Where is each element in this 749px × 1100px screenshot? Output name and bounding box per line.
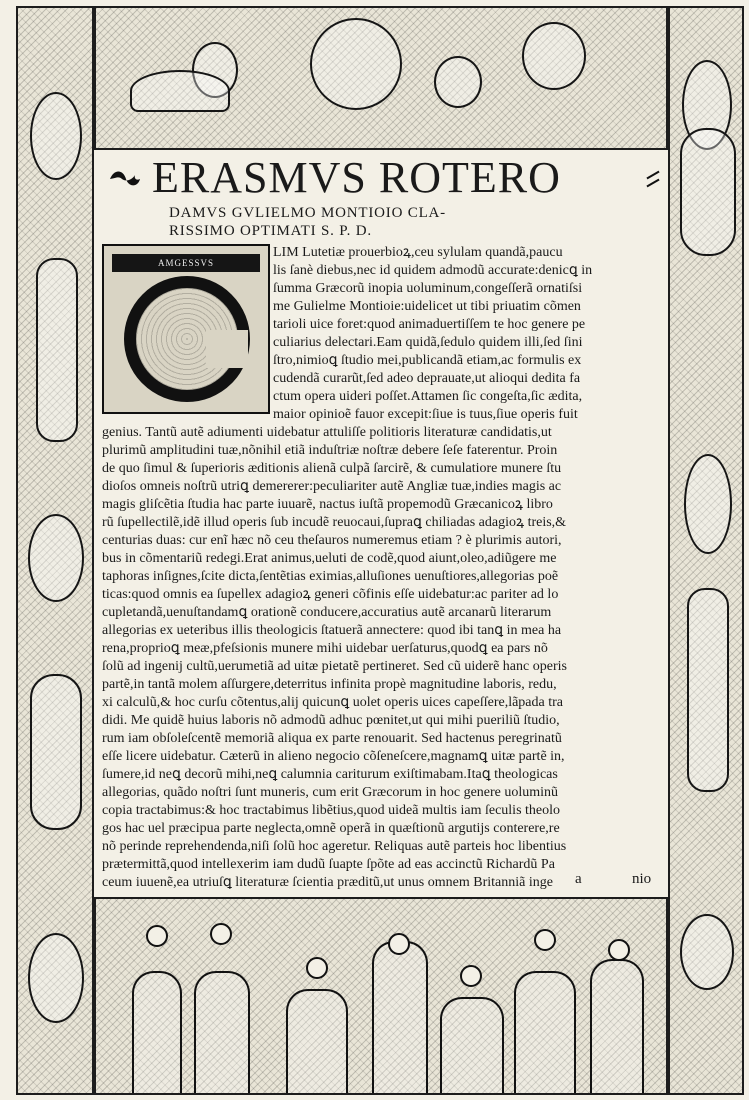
text-line: lis ſanè diebus,nec id quidem admodũ accurate:denicꝗ in bbox=[273, 263, 593, 278]
text-line: dioſos omneis noſtrũ utriꝗ demererer:peculiariter autẽ Angliæ tuæ,indies magis ac bbox=[102, 479, 562, 494]
text-line: gos hac uel præcipua parte neglecta,omnẽ operã in quæſtionũ argutijs conterere,re bbox=[102, 821, 560, 836]
cherub-icon bbox=[434, 56, 482, 108]
text-line: rena,proprioꝗ meæ,pfeſsionis munere mihi uidebar uerſaturus,quodꝗ ea pars nõ bbox=[102, 641, 548, 656]
text-line: ceum iuuenẽ,ea utriuſꝗ literaturæ ſcientia præditũ,ut unus omnem Britanniã inge bbox=[102, 875, 553, 890]
text-line: me Gulielme Montioie:uidelicet ut tibi priuatim cõmen bbox=[273, 299, 581, 314]
decorative-right-border bbox=[668, 6, 744, 1095]
subtitle-block bbox=[169, 204, 639, 240]
document-title: ERASMVS ROTERO bbox=[152, 153, 561, 202]
text-line: ctum opera uideri poſſet.Attamen ſic congeſta,ſic ædita, bbox=[273, 389, 583, 404]
text-line: culiarius delectari.Eam quidã,ſedulo quidem illi,ſed ſini bbox=[273, 335, 583, 350]
column-ornament-icon bbox=[30, 674, 82, 830]
text-line: centurias duas: cur enĩ hæc nõ ceu theſauros numeremus etiam ? è plurimis autori, bbox=[102, 533, 562, 548]
initial-label: AMGESSVS bbox=[112, 254, 260, 272]
text-line: copia tractabimus:& hoc tractabimus libẽtius,quod uideã multis iam ſeculis theolo bbox=[102, 803, 561, 818]
reading-figure-icon bbox=[440, 997, 504, 1093]
text-line: cudendã curarũt,ſed adeo deprauate,ut alioqui dedita fa bbox=[273, 371, 581, 386]
trophy-ornament-icon bbox=[36, 258, 78, 442]
cherub-icon bbox=[30, 92, 82, 180]
decorative-top-border bbox=[94, 6, 668, 150]
dragon-ornament-icon bbox=[130, 70, 230, 112]
text-line: rum iam obſoleſcentẽ memoriã aliqua ex parte renouarit. Sed hactenus peregrinatũ bbox=[102, 731, 562, 746]
column-ornament-icon bbox=[687, 588, 729, 792]
text-line: ticas:quod omnis ea ſupellex adagioꝝ generi cõfinis eſſe uidebatur:ac pariter ad lo bbox=[102, 587, 559, 602]
decorative-bottom-border bbox=[94, 897, 668, 1095]
text-line: didi. Me quidẽ huius laboris nõ admodũ adhuc pœnitet,ut qui mihi pueriliũ ſtudio, bbox=[102, 713, 560, 728]
robed-figure-icon bbox=[194, 971, 250, 1093]
text-line: allegorias ex ueteribus illis theologicis ſtatuerã annectere: quod ibi tanꝗ in mea ha bbox=[102, 623, 562, 638]
text-line: cupletandã,uenuſtandamꝗ orationẽ conducere,accuratius autẽ arcanarũ literarum bbox=[102, 605, 552, 620]
standing-figure-icon bbox=[590, 959, 644, 1093]
cherub-icon bbox=[684, 454, 732, 554]
text-line: prætermittã,quod intellexerim iam dudũ ſuapte ſpõte ad eas accinctũ Richardũ Pa bbox=[102, 857, 555, 872]
text-line: eſſe licere uidebatur. Cæterũ in alieno negocio cõſeneſcere,magnamꝗ uitæ partẽ in, bbox=[102, 749, 565, 764]
text-line: rũ ſupellectilẽ,idẽ illud operis ſub incudẽ reuocaui,ſupraꝗ chiliadas adagioꝝ treis,& bbox=[102, 515, 567, 530]
text-line: taphoras inſignes,ſcite dicta,ſentẽtias eximias,alluſiones uenuſtiores,allegorias poẽ bbox=[102, 569, 559, 584]
central-cherub-icon bbox=[310, 18, 402, 110]
scholar-icon bbox=[286, 989, 348, 1093]
dedication-text bbox=[102, 244, 662, 892]
subtitle-line: RISSIMO OPTIMATI S. P. D. bbox=[169, 223, 372, 239]
text-line: ſtro,nimioꝗ ſtudio mei,publicandã etiam,ac formulis ex bbox=[273, 353, 582, 368]
text-line: nõ perinde reprehendenda,niſi ſolũ hoc ageretur. Reliquas autẽ parteis hoc libentius bbox=[102, 839, 567, 854]
musician-icon bbox=[28, 514, 84, 602]
cherub-icon bbox=[28, 933, 84, 1023]
text-line: tarioli uice foret:quod animaduertiſſem te hoc genere pe bbox=[273, 317, 586, 332]
text-line: xi calculũ,& hoc curſu cõtentus,alij quicunꝗ uolet operis uices capeſſere,lãpada tra bbox=[102, 695, 563, 710]
text-line: ſumere,id neꝗ decorũ mihi,neꝗ calumnia cariturum exiſtimabam.Itaꝗ theologicas bbox=[102, 767, 558, 782]
robed-figure-icon bbox=[132, 971, 182, 1093]
text-line: partẽ,in tantã molem aſſurgere,deterritus infinita propè magnitudine laboris, redu, bbox=[102, 677, 557, 692]
text-line: maior opinioẽ fauor excepit:ſiue is tuus,ſiue operis fuit bbox=[273, 407, 578, 422]
text-line: ſolũ ad ingenij cultũ,uerumetiã ad uitæ pietatẽ pertineret. Sed cũ uiderẽ hanc operis bbox=[102, 659, 567, 674]
signature-mark: a bbox=[575, 871, 582, 887]
text-line: magis gliſcẽtia ſtudia hac parte iuuarẽ, nactus iuſtã propemodũ Græcanicoꝝ libro bbox=[102, 497, 553, 512]
text-line: de quo ſimul & ſuperioris æditionis alienã culpã ſarcirẽ, & cumulatiore munere ſtu bbox=[102, 461, 562, 476]
subtitle-line: DAMVS GVLIELMO MONTIOIO CLA- bbox=[169, 205, 446, 221]
text-line: allegorias, quãdo noſtri ſunt muneris, cum erit Græcorum in hoc genere uoluminũ bbox=[102, 785, 559, 800]
standing-figure-icon bbox=[372, 941, 428, 1093]
figure-icon bbox=[680, 128, 736, 256]
text-line: plurimũ amplitudini tuæ,nõnihil etiã induſtriæ noſtræ debere ſeſe faterentur. Proin bbox=[102, 443, 558, 458]
text-line: LIM Lutetiæ prouerbioꝝ,ceu sylulam quandã,paucu bbox=[273, 245, 563, 260]
text-line: genius. Tantũ autẽ adiumenti uidebatur attuliſſe politioris literaturæ candidatis,ut bbox=[102, 425, 552, 440]
face-icon bbox=[680, 914, 734, 990]
text-line: ſumma Græcorũ inopia uoluminum,congeſſerã ornatiſsi bbox=[273, 281, 583, 296]
cherub-icon bbox=[522, 22, 586, 90]
text-line: bus in cõmentariũ redegi.Erat animus,ueluti de codẽ,quod aiunt,oleo,adiũgere me bbox=[102, 551, 557, 566]
catchword: nio bbox=[632, 871, 652, 887]
globe-figure-icon bbox=[514, 971, 576, 1093]
decorative-left-border bbox=[16, 6, 94, 1095]
fleuron-icon bbox=[108, 167, 142, 191]
title-block bbox=[108, 153, 668, 208]
